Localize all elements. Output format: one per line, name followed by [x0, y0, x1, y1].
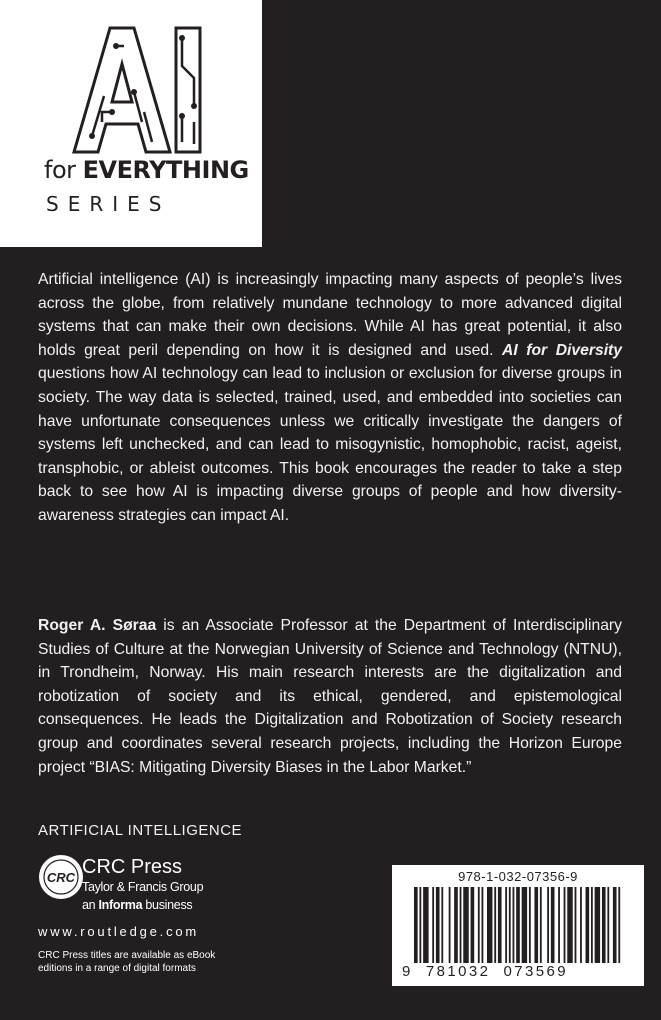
barcode-bar — [498, 887, 502, 963]
barcode-bar — [618, 887, 620, 963]
description-part2: questions how AI technology can lead to inclusion or exclusion for diverse groups in society. The way data is selected, trained, used, and embedded into societies can have unfortunate consequences unless we critically investigate the dangers of systems left unchecked, and can lead to misogynistic, homophobic, racist, ageist, transphobic, or ableist outcomes. This book encourages the reader to take a step back to see how AI is impacting diverse groups of people and how diversity-awareness strategies can impact AI. — [38, 365, 622, 524]
barcode-bar — [482, 887, 484, 963]
barcode-bar — [613, 887, 617, 963]
publisher-website[interactable]: www.routledge.com — [38, 924, 200, 939]
barcode-bar — [419, 887, 421, 963]
barcode-bar — [436, 887, 440, 963]
barcode-bar — [522, 887, 527, 963]
barcode-bar — [432, 887, 434, 963]
barcode-bar — [567, 887, 572, 963]
barcode-bar — [463, 887, 468, 963]
crc-seal-logo — [38, 854, 84, 900]
barcode-bar — [449, 887, 451, 963]
publisher-group: Taylor & Francis Group — [82, 880, 204, 894]
barcode-bar — [454, 887, 458, 963]
barcode-bar — [547, 887, 549, 963]
barcode-bar — [509, 887, 511, 963]
barcode-bar — [595, 887, 600, 963]
barcode-bar — [478, 887, 480, 963]
barcode-bar — [575, 887, 577, 963]
barcode-bar — [494, 887, 496, 963]
isbn-number: 978-1-032-07356-9 — [458, 869, 578, 884]
informa-suffix: business — [142, 898, 193, 912]
description-part1: Artificial intelligence (AI) is increasingly impacting many aspects of people’s lives across the globe, from relatively mundane technology to more advanced digital systems that can make their own decisions. While AI has great potential, it also holds great peril depending on how it is designed and used. — [38, 271, 622, 359]
barcode-bar — [414, 887, 418, 963]
barcode-bar — [505, 887, 507, 963]
book-title: AI for Diversity — [502, 341, 622, 359]
barcode-bar — [534, 887, 538, 963]
author-bio-text: is an Associate Professor at the Department of Interdisciplinary Studies of Culture at the Norwegian University of Science and Technology (NTNU), in Trondheim, Norway. His main research interests are the digitalization and robotization of society and its ethical, gendered, and epistemological consequences. He leads the Digitalization and Robotization of Society research group and coordinates several research projects, including the Horizon Europe project “BIAS: Mitigating Diversity Biases in the Labor Market.” — [38, 617, 623, 776]
ean-first-digit: 9 — [402, 963, 413, 980]
series-for-name: EVERYTHING — [82, 156, 249, 184]
series-word: SERIES — [46, 192, 171, 216]
ai-circuit-logo — [72, 26, 202, 154]
series-logo-panel — [0, 0, 262, 247]
barcode-bar — [591, 887, 593, 963]
series-for-prefix: for — [44, 156, 76, 184]
barcode-bar — [580, 887, 582, 963]
barcode-bar — [423, 887, 428, 963]
barcode-bars — [414, 887, 622, 963]
barcode-bar — [513, 887, 515, 963]
ebook-note: CRC Press titles are available as eBook editions in a range of digital formats — [38, 950, 216, 974]
ean-group-1: 781032 — [425, 963, 491, 980]
book-description — [38, 268, 622, 528]
publisher-informa — [82, 898, 192, 912]
subject-category: ARTIFICIAL INTELLIGENCE — [38, 822, 243, 839]
barcode-bar — [441, 887, 443, 963]
barcode-bar — [540, 887, 542, 963]
informa-name: Informa — [98, 898, 143, 912]
barcode-bar — [558, 887, 560, 963]
ean-group-2: 073569 — [503, 963, 568, 980]
ean-digits — [402, 963, 638, 980]
barcode-bar — [564, 887, 566, 963]
barcode-bar — [516, 887, 520, 963]
isbn-barcode — [392, 865, 644, 986]
barcode-bar — [602, 887, 606, 963]
author-name: Roger A. Søraa — [38, 617, 157, 634]
series-name — [44, 156, 249, 184]
barcode-bar — [586, 887, 590, 963]
barcode-bar — [607, 887, 609, 963]
barcode-bar — [551, 887, 555, 963]
informa-prefix: an — [82, 898, 99, 912]
barcode-bar — [487, 887, 492, 963]
svg-text:CRC: CRC — [46, 870, 76, 885]
barcode-bar — [460, 887, 462, 963]
barcode-bar — [471, 887, 475, 963]
publisher-name: CRC Press — [82, 856, 183, 878]
barcode-bar — [529, 887, 531, 963]
author-bio — [38, 614, 622, 779]
